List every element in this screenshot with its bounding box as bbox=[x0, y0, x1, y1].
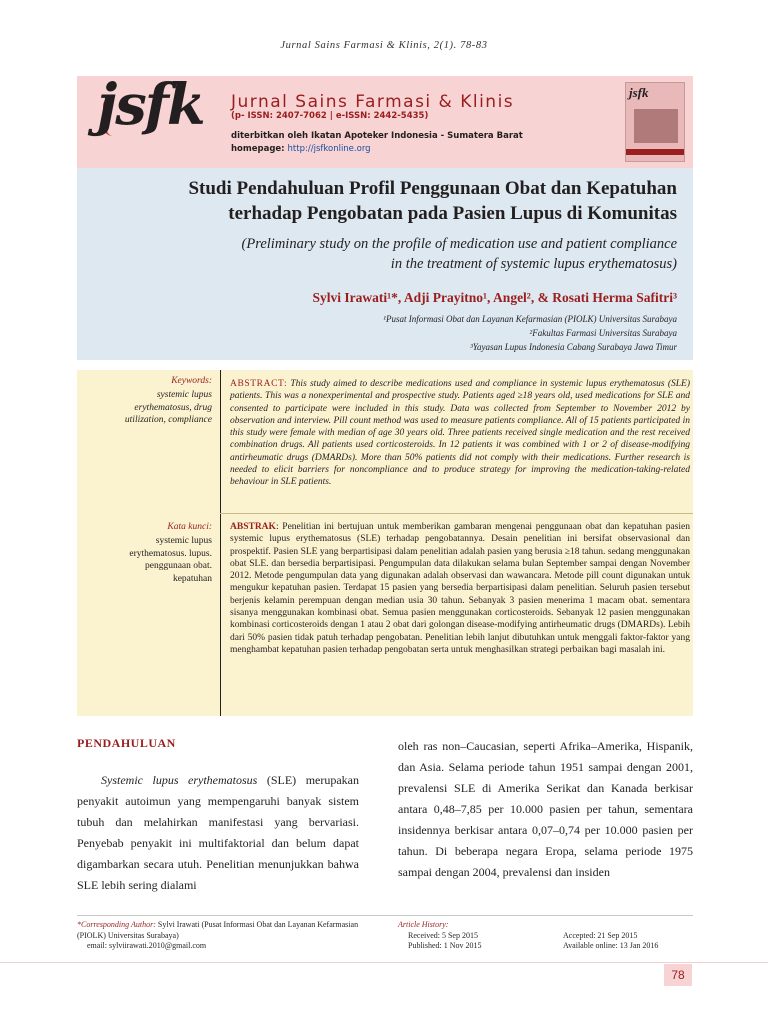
corr-text: Sylvi Irawati (Pusat Informasi Obat dan Layanan Kefarmasian (PIOLK) Universitas Surabaya) bbox=[77, 920, 359, 940]
abstract-english bbox=[230, 378, 690, 489]
homepage-link[interactable]: http://jsfkonline.org bbox=[287, 144, 371, 154]
kata-kunci-line: erythematosus. lupus. bbox=[129, 548, 212, 559]
jsfk-logo bbox=[95, 72, 204, 152]
affiliation-2: ²Fakultas Farmasi Universitas Surabaya bbox=[529, 328, 677, 338]
title-line-1: Studi Pendahuluan Profil Penggunaan Obat dan Kepatuhan bbox=[188, 178, 677, 199]
author-list: Sylvi Irawati¹*, Adji Prayitno¹, Angel², & Rosati Herma Safitri³ bbox=[312, 290, 677, 305]
corr-email: email: sylviirawati.2010@gmail.com bbox=[87, 941, 207, 950]
abstract-block bbox=[77, 370, 693, 716]
keywords-label: Keywords: bbox=[171, 376, 212, 386]
homepage-label: homepage: bbox=[231, 144, 288, 154]
logo-text: jsfk bbox=[97, 72, 204, 138]
body-term: Systemic lupus erythematosus bbox=[101, 773, 258, 787]
body-text: (SLE) merupakan penyakit autoimun yang mempengaruhi banyak sistem tubuh dan melahirkan manifestasi yang bervariasi. Penyebab penyakit ini multifaktorial dan belum dapat digambarkan secara utuh. Penelitian menunjukkan bahwa SLE lebih sering dialami bbox=[77, 773, 360, 892]
abstract-divider bbox=[220, 370, 221, 716]
abstract-separator bbox=[220, 513, 693, 514]
history-label: Article History: bbox=[398, 920, 449, 929]
corresponding-author bbox=[77, 920, 377, 952]
body-column-right bbox=[398, 736, 693, 883]
history-accepted: Accepted: 21 Sep 2015 bbox=[563, 930, 638, 940]
cover-strip bbox=[626, 149, 684, 155]
abstract-indonesian bbox=[230, 521, 690, 656]
keyword-line: erythematosus, drug bbox=[134, 402, 212, 413]
journal-issn: (p- ISSN: 2407-7062 | e-ISSN: 2442-5435) bbox=[231, 111, 429, 121]
abstract-id-text: : Penelitian ini bertujuan untuk memberikan gambaran mengenai penggunaan obat dan kepatuhan pasien systemic lupus erythematosus (SLE) terhadap pengobatannya. Desain penelitian ini bersifat observasional dan prospektif. Pasien SLE yang berpartisipasi dalam penelitian adalah pasien yang berusia ≥18 tahun. sedang menggunakan obat SLE. dan bersedia berpartisipasi. Pengumpulan data dilakukan selama bulan September sampai dengan November 2012. Metode pengumpulan data yang digunakan adalah observasi dan wawancara. Metode pill count digunakan untuk mengukur kepatuhan pasien. Terdapat 15 pasien yang bersedia berpartisipasi dalam penelitian. Seluruh pasien tersebut berjenis kelamin perempuan dengan median usia 30 tahun. Sebanyak 3 pasien menerima 1 macam obat. sementara sisanya menggunakan kombinasi obat. Semua pasien menggunakan corticosteroids. Sebanyak 12 pasien menggunakan kombinasi corticosteroids dengan 1 atau 2 obat dari golongan disease-modifying antirheumatic drugs (DMARDs). Lebih dari 50% pasien tidak patuh terhadap pengobatan. Penelitian lebih lanjut dibutuhkan untuk menggali faktor-faktor yang menghambat kepatuhan pasien terhadap pengobatan serta untuk menghasilkan strategi perbaikan bagi masalah ini. bbox=[230, 522, 690, 655]
title-block bbox=[77, 168, 693, 360]
kata-kunci-label: Kata kunci: bbox=[167, 522, 212, 532]
running-head: Jurnal Sains Farmasi & Klinis, 2(1). 78-83 bbox=[280, 40, 488, 51]
subtitle-line-1: (Preliminary study on the profile of medication use and patient compliance bbox=[241, 236, 677, 252]
cover-image bbox=[634, 109, 678, 143]
abstract-en-text: This study aimed to describe medications used and compliance in systemic lupus erythematosus (SLE) patients. This was a nonexperimental and prospective study. Patients aged ≥18 years old, used medications for SLE and consented to participate were included in this study. Data was collected from September to November 2012 by observation and interview. Pill count method was used to measure patients compliance. All of 15 patients participated in this study were female with median of age 30 years old. Three patients received single medication and the rest received combination drugs. All patients used corticosteroids. In 12 patients it was combined with 1 or 2 of disease-modifying antirheumatic drugs (DMARDs). More than 50% patients did not comply with their medications. Further research is needed to elicit barriers for noncompliance and to produce strategy for improving the medication-taking-related behaviour in SLE patients. bbox=[230, 379, 690, 488]
journal-name: Jurnal Sains Farmasi & Klinis bbox=[231, 92, 515, 112]
affiliation-1: ¹Pusat Informasi Obat dan Layanan Kefarmasian (PIOLK) Universitas Surabaya bbox=[383, 314, 677, 324]
article-history bbox=[398, 920, 693, 952]
kata-kunci-line: systemic lupus bbox=[155, 536, 212, 546]
kata-kunci-list bbox=[102, 535, 212, 585]
body-paragraph bbox=[77, 770, 359, 896]
corr-label: *Corresponding Author: bbox=[77, 920, 156, 929]
body-paragraph-continued: oleh ras non–Caucasian, seperti Afrika–Amerika, Hispanik, dan Asia. Selama periode tahun 1951 sampai dengan 2001, prevalensi SLE di Amerika Serikat dan Kanada berkisar antara 0,48–7,85 per 10.000 pasien per tahun, sementara insidennya berkisar antara 0,07–0,74 per 10.000 pasien per tahun. Di beberapa negara Eropa, selama periode 1975 sampai dengan 2004, prevalensi dan insiden bbox=[398, 739, 693, 879]
keyword-line: systemic lupus bbox=[156, 390, 212, 400]
journal-banner bbox=[77, 72, 693, 168]
page-number: 78 bbox=[664, 964, 692, 986]
subtitle-line-2: in the treatment of systemic lupus erythematosus) bbox=[390, 256, 677, 272]
title-line-2: terhadap Pengobatan pada Pasien Lupus di Komunitas bbox=[228, 203, 677, 224]
article-subtitle bbox=[117, 234, 677, 274]
body-column-left bbox=[77, 736, 359, 896]
journal-homepage bbox=[231, 144, 371, 154]
journal-cover-thumbnail bbox=[625, 82, 685, 162]
affiliation-3: ³Yayasan Lupus Indonesia Cabang Surabaya Jawa Timur bbox=[470, 342, 677, 352]
cover-logo: jsfk bbox=[629, 85, 649, 100]
section-title: PENDAHULUAN bbox=[77, 736, 176, 750]
kata-kunci-line: kepatuhan bbox=[172, 573, 212, 584]
bottom-band bbox=[0, 962, 768, 963]
article-title bbox=[117, 176, 677, 226]
kata-kunci-line: penggunaan obat. bbox=[144, 561, 212, 571]
history-published: Published: 1 Nov 2015 bbox=[408, 941, 482, 950]
footer-rule bbox=[77, 915, 693, 916]
keyword-line: utilization, compliance bbox=[124, 415, 212, 425]
journal-publisher: diterbitkan oleh Ikatan Apoteker Indonesia - Sumatera Barat bbox=[231, 131, 523, 141]
abstract-en-label: ABSTRACT: bbox=[230, 379, 288, 389]
history-available: Available online: 13 Jan 2016 bbox=[563, 941, 659, 950]
keywords-list bbox=[102, 389, 212, 427]
history-received: Received: 5 Sep 2015 bbox=[408, 930, 478, 940]
abstract-id-label: ABSTRAK bbox=[230, 522, 276, 532]
